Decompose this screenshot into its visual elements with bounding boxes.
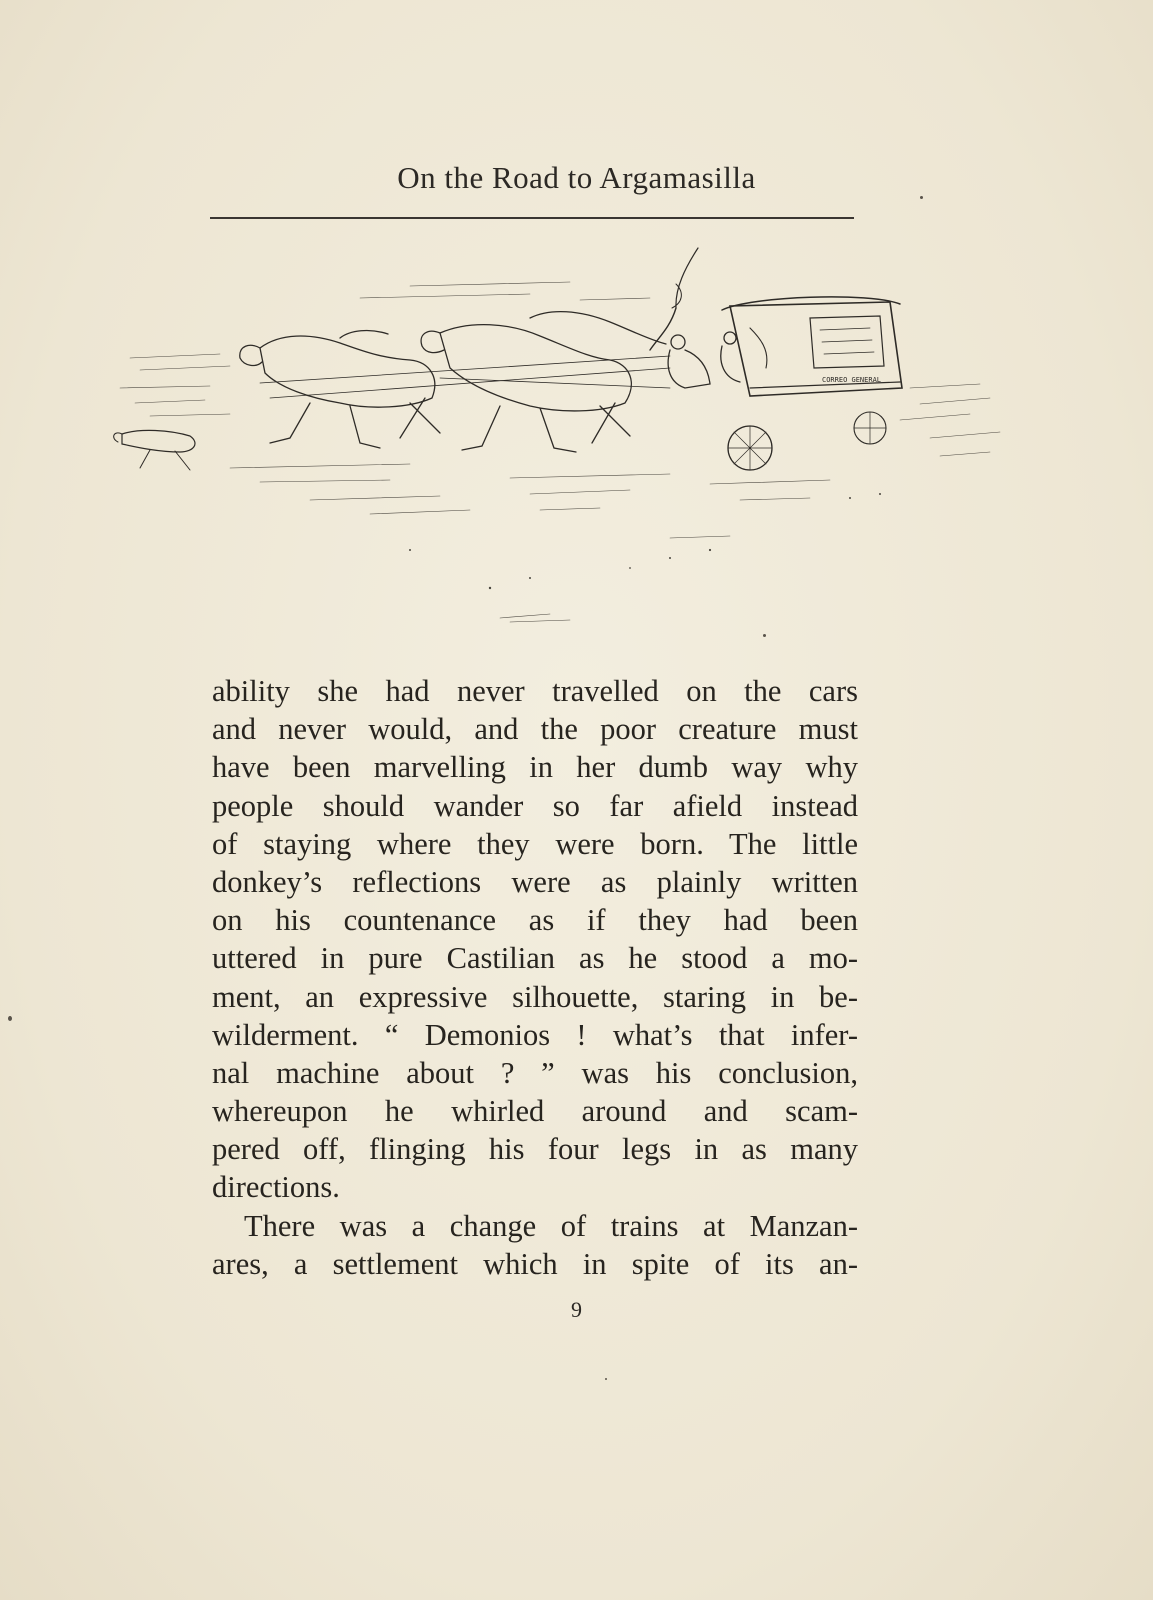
body-line: on his countenance as if they had been bbox=[212, 903, 858, 938]
paper-speck bbox=[8, 1016, 12, 1021]
page-number: 9 bbox=[571, 1297, 582, 1322]
svg-text:CORREO GENERAL: CORREO GENERAL bbox=[822, 376, 882, 384]
body-line: ares, a settlement which in spite of its an- bbox=[212, 1246, 858, 1281]
body-line: people should wander so far afield instead bbox=[212, 788, 858, 823]
body-line: uttered in pure Castilian as he stood a mo- bbox=[212, 941, 858, 976]
body-text bbox=[212, 672, 858, 1283]
running-head: On the Road to Argamasilla bbox=[397, 160, 756, 195]
body-line: directions. bbox=[212, 1170, 340, 1205]
body-line: ment, an expressive silhouette, staring in be- bbox=[212, 979, 858, 1014]
paper-speck bbox=[605, 1378, 607, 1380]
body-line: have been marvelling in her dumb way why bbox=[212, 750, 858, 785]
stagecoach-illustration-icon bbox=[110, 238, 1010, 658]
body-line: There was a change of trains at Manzan- bbox=[244, 1208, 858, 1243]
body-line: whereupon he whirled around and scam- bbox=[212, 1094, 858, 1129]
body-line: wilderment. “ Demonios ! what’s that infer- bbox=[212, 1017, 858, 1052]
body-line: of staying where they were born. The little bbox=[212, 826, 858, 861]
body-line: donkey’s reflections were as plainly written bbox=[212, 864, 858, 899]
body-line: nal machine about ? ” was his conclusion, bbox=[212, 1055, 858, 1090]
body-line: pered off, flinging his four legs in as many bbox=[212, 1132, 858, 1167]
body-line: and never would, and the poor creature must bbox=[212, 712, 858, 747]
paper-speck bbox=[763, 634, 766, 637]
body-line: ability she had never travelled on the cars bbox=[212, 674, 858, 708]
head-rule bbox=[210, 217, 854, 219]
paper-speck bbox=[920, 196, 923, 199]
